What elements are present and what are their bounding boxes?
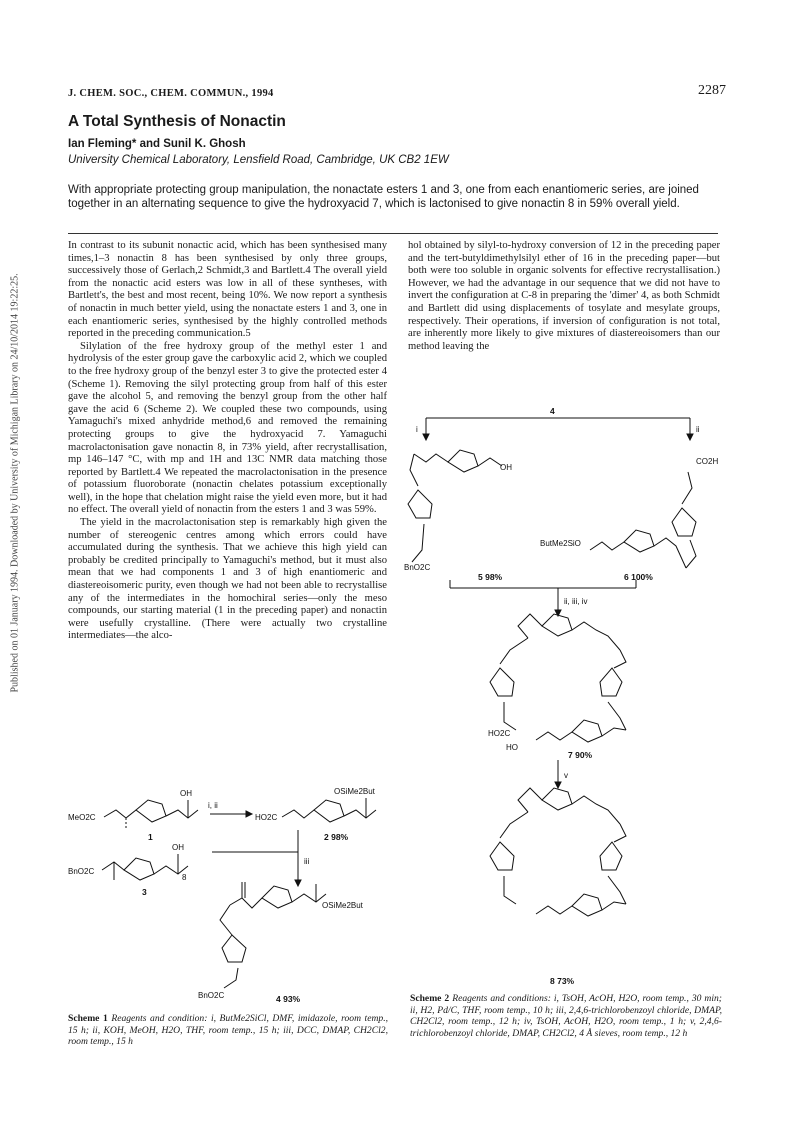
tbso-group: ButMe2SiO — [540, 539, 581, 548]
scheme-2-diagram — [400, 400, 730, 990]
compound-8-label: 8 73% — [550, 976, 575, 986]
body-left-column — [68, 240, 387, 643]
reagent-step-2: iii — [304, 857, 310, 866]
bno2c-group: BnO2C — [68, 867, 95, 876]
compound-4-ref: 4 — [550, 406, 555, 416]
body-paragraph: In contrast to its subunit nonactic acid, which has been synthesised many times,1–3 nonactin 8 has been synthesised by only three groups, successively those of Gerlach,2 Schmidt,3 and Bartlett.4 The overall yield from the nonactic acid esters was low in all of these syntheses, with Bartlett's, the best and most recent, being 10%. We now report a synthesis of nonactin in much better yield, using the nonactate esters 1 and 3, one in each enantiomeric series, synthesised by the highly controlled methods reported in the preceding communication.5 — [68, 240, 387, 340]
body-right-column — [408, 240, 720, 353]
otbs-group-4: OSiMe2But — [322, 901, 363, 910]
scheme-1-caption-label: Scheme 1 — [68, 1013, 108, 1024]
reagent-v: v — [564, 771, 568, 780]
reagent-ii-iii-iv: ii, iii, iv — [564, 597, 588, 606]
download-watermark: Published on 01 January 1994. Downloaded by University of Michigan Library on 24/10/2014 19:22:25. — [9, 273, 21, 693]
arrow-ii-label: ii — [696, 425, 700, 434]
compound-1-label: 1 — [148, 832, 153, 842]
compound-7-label: 7 90% — [568, 750, 593, 760]
body-paragraph: hol obtained by silyl-to-hydroxy conversion of 12 in the preceding paper and the tert-butyldimethylsilyl ether of 16 in the preceding paper—but both were too soluble in organic solvents for effective recrystallisation.) However, we had the advantage in our sequence that we did not have to invert the configuration at C-8 in preparing the 'dimer' 4, as both Schmidt and Bartlett did using displacements of tosylate and mesylate groups, respectively. Their operations, if inversion of configuration is not total, are inherently more likely to give mixtures of diastereoisomers than our method leaving the — [408, 240, 720, 352]
scheme-2-caption-text: Reagents and conditions: i, TsOH, AcOH, H2O, room temp., 30 min; ii, H2, Pd/C, THF, room temp., 10 h; iii, 2,4,6-trichlorobenzoyl chloride, DMAP, CH2Cl2, room temp., 12 h; iv, TsOH, AcOH, H2O, room temp., 1 h; v, 2,4,6-trichlorobenzoyl chloride, DMAP, CH2Cl2, 4 Å sieves, room temp., 12 h — [410, 993, 722, 1039]
oh-group-5: OH — [500, 463, 512, 472]
journal-header: J. CHEM. SOC., CHEM. COMMUN., 1994 — [68, 88, 274, 99]
body-paragraph: The yield in the macrolactonisation step is remarkably high given the number of stereogenic centres among which errors could have accumulated during the synthesis. That we achieve this high yield can probably be credited principally to Yamaguchi's method, but it must also mean that we had components 1 and 3 of high enantiomeric and diastereoisomeric purity, even though we had not been able to recrystallise any of the intermediates in the homochiral series—only the meso compounds, our starting material (1 in the preceding paper) and nonactin were usefully crystalline. (There were actually two crystalline intermediates—the alco- — [68, 517, 387, 642]
bno2c-group-4: BnO2C — [198, 991, 225, 1000]
article-authors: Ian Fleming* and Sunil K. Ghosh — [68, 138, 246, 150]
article-title: A Total Synthesis of Nonactin — [68, 113, 286, 130]
scheme-1-diagram — [62, 780, 402, 1008]
otbs-group-2: OSiMe2But — [334, 787, 375, 796]
abstract-divider — [68, 233, 718, 234]
compound-6-label: 6 100% — [624, 572, 653, 582]
compound-5-label: 5 98% — [478, 572, 503, 582]
oh-group-1: OH — [180, 789, 192, 798]
compound-2-label: 2 98% — [324, 832, 349, 842]
arrow-i-label: i — [416, 425, 418, 434]
body-paragraph: Silylation of the free hydroxy group of the methyl ester 1 and hydrolysis of the ester group gave the carboxylic acid 2, which we coupled to the free hydroxy group of the benzyl ester 3 to give the protected ester 4 (Scheme 1). Removing the silyl protecting group from half of this ester gave the alcohol 5, and removing the benzyl group from the other half gave the acid 6 (Scheme 2). We coupled these two compounds, using Yamaguchi's mixed anhydride method,6 and removed the remaining protecting groups to give the hydroxyacid 7. Yamaguchi macrolactonisation gave nonactin 8, in 73% yield, after recrystallisation, mp 146–147 °C, with mp and 1H and 13C NMR data matching those reported by Bartlett.4 We repeated the macrolactonisation in the presence of potassium fluoroborate (nonactin chelates potassium exceptionally well), in the hope that chelation might raise the yield even more, but it had no effect. The overall yield of nonactin from the esters 1 and 3 was 59%. — [68, 340, 387, 516]
article-affiliation: University Chemical Laboratory, Lensfield Road, Cambridge, UK CB2 1EW — [68, 154, 449, 166]
scheme-2-caption-label: Scheme 2 — [410, 993, 450, 1004]
c8-label: 8 — [182, 873, 187, 882]
compound-4-label: 4 93% — [276, 994, 301, 1004]
page-number: 2287 — [698, 83, 726, 98]
ho-group-7: HO — [506, 743, 518, 752]
ho2c-group-7: HO2C — [488, 729, 511, 738]
compound-3-label: 3 — [142, 887, 147, 897]
ho2c-group: HO2C — [255, 813, 278, 822]
reagent-step-1: i, ii — [208, 801, 218, 810]
bno2c-group-5: BnO2C — [404, 563, 431, 572]
scheme-1-caption — [68, 1013, 388, 1048]
meo2c-group: MeO2C — [68, 813, 96, 822]
scheme-2-caption — [410, 993, 722, 1039]
co2h-group: CO2H — [696, 457, 719, 466]
oh-group-3: OH — [172, 843, 184, 852]
scheme-1-caption-text: Reagents and condition: i, ButMe2SiCl, DMF, imidazole, room temp., 15 h; ii, KOH, MeOH, H2O, THF, room temp., 15 h; iii, DCC, DMAP, CH2Cl2, room temp., 15 h — [68, 1013, 388, 1048]
article-abstract: With appropriate protecting group manipulation, the nonactate esters 1 and 3, one from each enantiomeric series, are joined together in an alternating sequence to give the hydroxyacid 7, which is lactonised to give nonactin 8 in 59% overall yield. — [68, 184, 699, 210]
